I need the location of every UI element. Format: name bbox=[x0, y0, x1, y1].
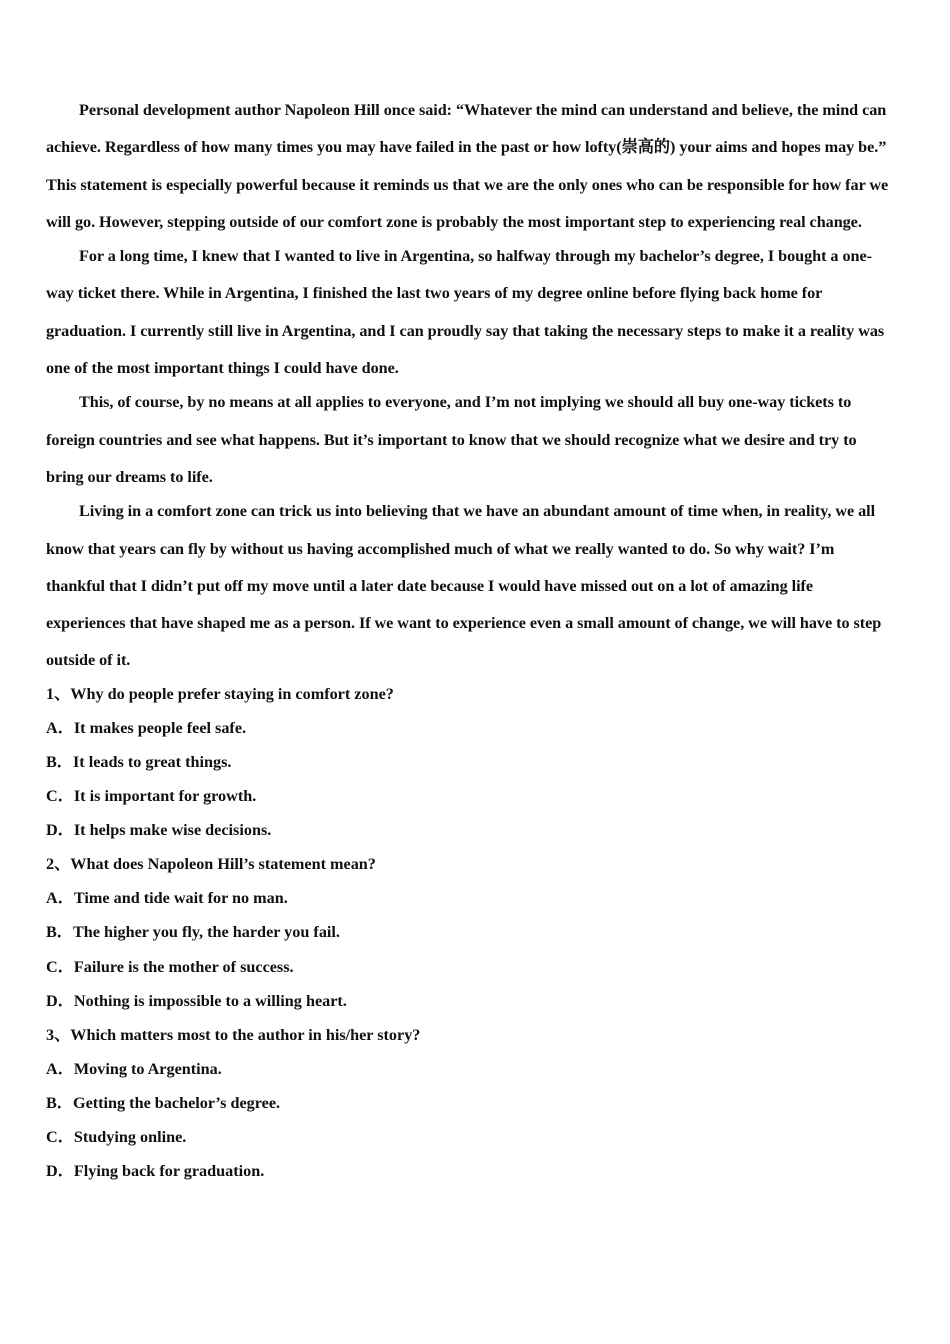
question-1-stem: 1、Why do people prefer staying in comfort zone? bbox=[46, 684, 394, 703]
passage-paragraph-3: This, of course, by no means at all applies to everyone, and I’m not implying we should all buy one-way tickets to foreign countries and see what happens. But it’s important to know that we should recognize what we desire and try to bring our dreams to life. bbox=[46, 393, 857, 486]
passage-paragraph-4: Living in a comfort zone can trick us into believing that we have an abundant amount of time when, in reality, we all know that years can fly by without us having accomplished much of what we really wanted to do. So why wait? I’m thankful that I didn’t put off my move until a later date because I would have missed out on a lot of amazing life experiences that have shaped me as a person. If we want to experience even a small amount of change, we will have to step outside of it. bbox=[46, 502, 882, 670]
passage-paragraph-2: For a long time, I knew that I wanted to live in Argentina, so halfway through my bachelor’s degree, I bought a one-way ticket there. While in Argentina, I finished the last two years of my degree online before flying back home for graduation. I currently still live in Argentina, and I can proudly say that taking the necessary steps to make it a reality was one of the most important things I could have done. bbox=[46, 247, 885, 378]
question-3-option-d: D．Flying back for graduation. bbox=[46, 1162, 265, 1181]
passage-paragraph-1: Personal development author Napoleon Hill once said: “Whatever the mind can understand and believe, the mind can achieve. Regardless of how many times you may have failed in the past or how lofty(崇高的) your aims and hopes may be.” This statement is especially powerful because it reminds us that we are the only ones who can be responsible for how far we will go. However, stepping outside of our comfort zone is probably the most important step to experiencing real change. bbox=[46, 101, 889, 231]
question-2-option-c: C．Failure is the mother of success. bbox=[46, 957, 294, 976]
question-3-option-b: B．Getting the bachelor’s degree. bbox=[46, 1093, 281, 1112]
question-1-option-a: A．It makes people feel safe. bbox=[46, 718, 247, 737]
question-2-stem: 2、What does Napoleon Hill’s statement mean? bbox=[46, 855, 376, 874]
question-3-stem: 3、Which matters most to the author in his/her story? bbox=[46, 1025, 421, 1044]
question-2-option-a: A．Time and tide wait for no man. bbox=[46, 889, 288, 908]
question-1 bbox=[46, 677, 896, 847]
question-2-option-b: B．The higher you fly, the harder you fail. bbox=[46, 923, 340, 942]
question-1-option-d: D．It helps make wise decisions. bbox=[46, 821, 272, 840]
question-3 bbox=[46, 1018, 896, 1188]
document-page bbox=[46, 92, 896, 1188]
question-3-option-a: A．Moving to Argentina. bbox=[46, 1059, 222, 1078]
question-2-option-d: D．Nothing is impossible to a willing heart. bbox=[46, 991, 347, 1010]
question-3-option-c: C．Studying online. bbox=[46, 1127, 187, 1146]
question-1-option-b: B．It leads to great things. bbox=[46, 752, 232, 771]
question-1-option-c: C．It is important for growth. bbox=[46, 787, 257, 806]
question-2 bbox=[46, 847, 896, 1017]
